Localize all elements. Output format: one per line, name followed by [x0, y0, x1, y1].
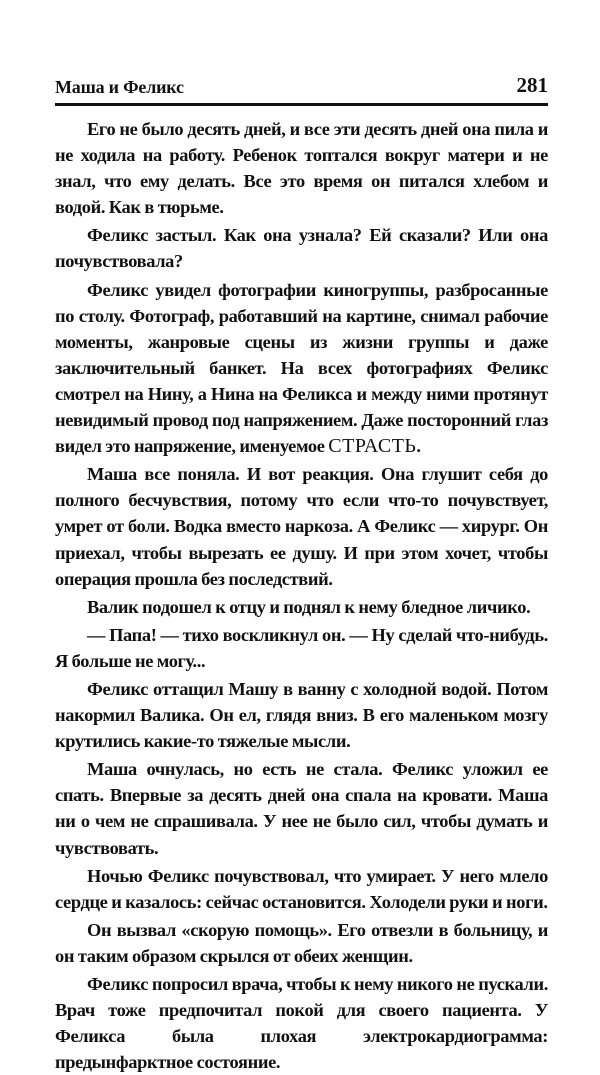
page-number: 281 [516, 73, 548, 97]
paragraph: Его не было десять дней, и все эти десять дней она пила и не ходила на работу. Ребенок топтался вокруг матери и не знал, что ему делать. Все это время он питался хлебом и водой. Как в тюрьме. [55, 119, 548, 218]
paragraph [55, 277, 548, 460]
chapter-title: Маша и Феликс [55, 77, 184, 97]
book-page [55, 74, 548, 1075]
paragraph: Валик подошел к отцу и поднял к нему бледное личико. [87, 596, 531, 617]
paragraph: Феликс застыл. Как она узнала? Ей сказали? Или она почувствовала? [55, 225, 548, 272]
paragraph: Феликс попросил врача, чтобы к нему никого не пускали. Врач тоже предпочитал покой для своего пациента. У Феликса была плохая электрокардиограмма: предынфарктное состояние. [55, 974, 548, 1073]
header-rule [55, 103, 548, 106]
paragraph: Ночью Феликс почувствовал, что умирает. У него млело сердце и казалось: сейчас остановится. Холодели руки и ноги. [55, 865, 548, 912]
paragraph-end-punct: . [416, 436, 421, 457]
running-head [55, 74, 548, 98]
paragraph: Маша все поняла. И вот реакция. Она глушит себя до полного бесчувствия, потому что если что-то почувствует, умрет от боли. Водка вместо наркоза. А Феликс — хирург. Он приехал, чтобы вырезать ее душу. И при этом хочет, чтобы операция прошла без последствий. [55, 464, 548, 589]
paragraph-text: Феликс увидел фотографии киногруппы, разбросанные по столу. Фотограф, работавший на картине, снимал рабочие моменты, жанровые сцены из жизни группы и даже заключительный банкет. На всех фотографиях Феликс смотрел на Нину, а Нина на Феликса и между ними протянут невидимый провод под напряжением. Даже посторонний глаз видел это напряжение, именуемое [55, 279, 548, 457]
emphasized-word: СТРАСТЬ [328, 435, 417, 458]
paragraph: Феликс оттащил Машу в ванну с холодной водой. Потом накормил Валика. Он ел, глядя вниз. В его маленьком мозгу крутились какие-то тяжелые мысли. [55, 678, 548, 752]
paragraph: Маша очнулась, но есть не стала. Феликс уложил ее спать. Впервые за десять дней она спала на кровати. Маша ни о чем не спрашивала. У нее не было сил, чтобы думать и чувствовать. [55, 759, 548, 858]
paragraph: — Папа! — тихо воскликнул он. — Ну сделай что-нибудь. Я больше не могу... [55, 624, 548, 671]
body-text [55, 116, 548, 1075]
paragraph: Он вызвал «скорую помощь». Его отвезли в больницу, и он таким образом скрылся от обеих женщин. [55, 919, 548, 966]
